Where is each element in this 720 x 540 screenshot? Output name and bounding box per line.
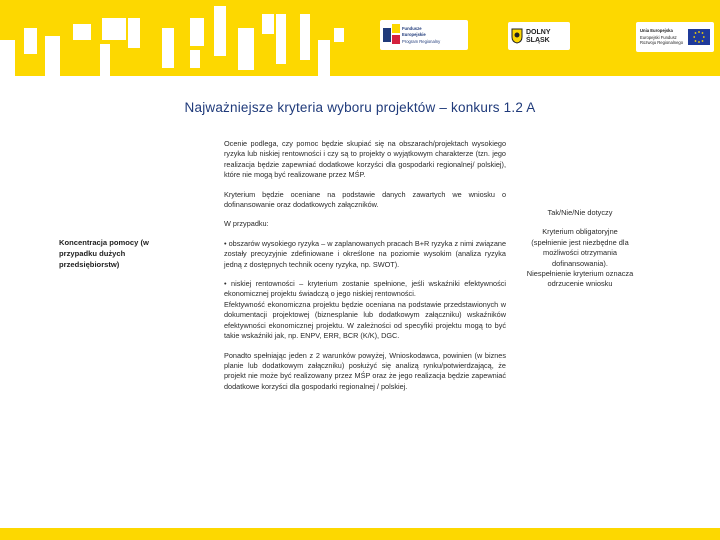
decor-block (238, 28, 254, 70)
decor-block (128, 18, 140, 48)
footer-band (0, 528, 720, 540)
decor-block (24, 28, 37, 54)
decor-block (276, 14, 286, 64)
eu-logo-line1: Unia Europejska (640, 28, 673, 33)
decor-block (300, 14, 310, 60)
fe-logo-line1: Fundusze (402, 26, 422, 31)
description-paragraph: Ocenie podlega, czy pomoc będzie skupiać się na obszarach/projektach wysokiego ryzyka lub niskiej rentowności i czy są to projekty o wyjątkowym charakterze (tzn. jego realizacja będzie zapewniać dodatkowe korzyści dla gospodarki regionalnej/ polskiej), które nie mogą być realizowane przez MŚP. (224, 139, 506, 180)
criterion-name: Koncentracja pomocy (w przypadku dużych przedsiębiorstw) (59, 238, 149, 269)
description-bullet: • obszarów wysokiego ryzyka – w zaplanowanych pracach B+R ryzyka z nimi związane zostały precyzyjnie zdefiniowane i określone na poziomie wysokim (analiza ryzyka jedną z dostępnych technik oceny ryzyka, np. SWOT). (224, 238, 506, 269)
fundusze-europejskie-logo (380, 20, 468, 50)
decor-block (73, 24, 91, 40)
decor-block (318, 40, 330, 76)
decor-block (100, 44, 110, 76)
description-paragraph: Efektywność ekonomiczna projektu będzie oceniana na podstawie przedstawionych w dokumentacji projektowej (biznesplanie lub dodatkowym załączniku) wskaźników efektywności ekonomicznej projektu. W zależności od specyfiki projektu mogą to być takie wskaźniki jak, np. ENPV, ERR, BCR (K/K), DGC. (224, 299, 506, 341)
ds-logo-line2: ŚLĄSK (526, 37, 550, 44)
header-band (0, 0, 720, 76)
eu-logo-line3: Rozwoju Regionalnego (640, 40, 684, 45)
decor-block (214, 6, 226, 56)
decor-block (162, 28, 174, 68)
eu-logo (636, 22, 714, 52)
fe-star-icon (383, 24, 403, 46)
eu-flag-icon (688, 29, 710, 45)
coat-of-arms-icon (511, 28, 523, 44)
decor-block (45, 36, 60, 76)
description-paragraph: Ponadto spełniając jeden z 2 warunków powyżej, Wnioskodawca, powinien (w biznes planie lub dodatkowym załączniku) posłużyć się analizą rynku/potwierdzającą, że projekt nie może być realizowany przez MŚP oraz że jego realizacja będzie zapewniać dodatkowe korzyści dla gospodarki regionalnej / polskiej. (224, 350, 506, 391)
criterion-description (224, 139, 506, 392)
page-title: Najważniejsze kryteria wyboru projektów – konkurs 1.2 A (184, 100, 536, 115)
description-paragraph: Kryterium będzie oceniane na podstawie danych zawartych we wniosku o dofinansowanie oraz dodatkowych załączników. (224, 189, 506, 210)
dolny-slask-logo (508, 22, 570, 50)
evaluation-info (520, 208, 640, 290)
fe-logo-line2: Europejskie (402, 32, 426, 37)
fe-logo-line3: Program Regionalny (402, 39, 441, 44)
evaluation-scale: Tak/Nie/Nie dotyczy (547, 208, 613, 217)
evaluation-type: Kryterium obligatoryjne (542, 227, 618, 237)
decor-block (102, 18, 126, 40)
evaluation-note: (spełnienie jest niezbędne dla możliwości otrzymania dofinansowania). (531, 237, 629, 268)
decor-block (262, 14, 274, 34)
ds-logo-line1: DOLNY (526, 29, 551, 36)
decor-block (190, 50, 200, 68)
description-paragraph: W przypadku: (224, 219, 269, 229)
decor-block (0, 40, 15, 76)
decor-block (334, 28, 344, 42)
description-bullet: • niskiej rentowności – kryterium zostanie spełnione, jeśli wskaźniki efektywności ekonomicznej projektu świadczą o jego niskiej rentowności. (224, 279, 506, 299)
eu-logo-line2: Europejski Fundusz (640, 35, 677, 40)
decor-block (190, 18, 204, 46)
evaluation-consequence: Niespełnienie kryterium oznacza odrzucenie wniosku (526, 269, 634, 289)
